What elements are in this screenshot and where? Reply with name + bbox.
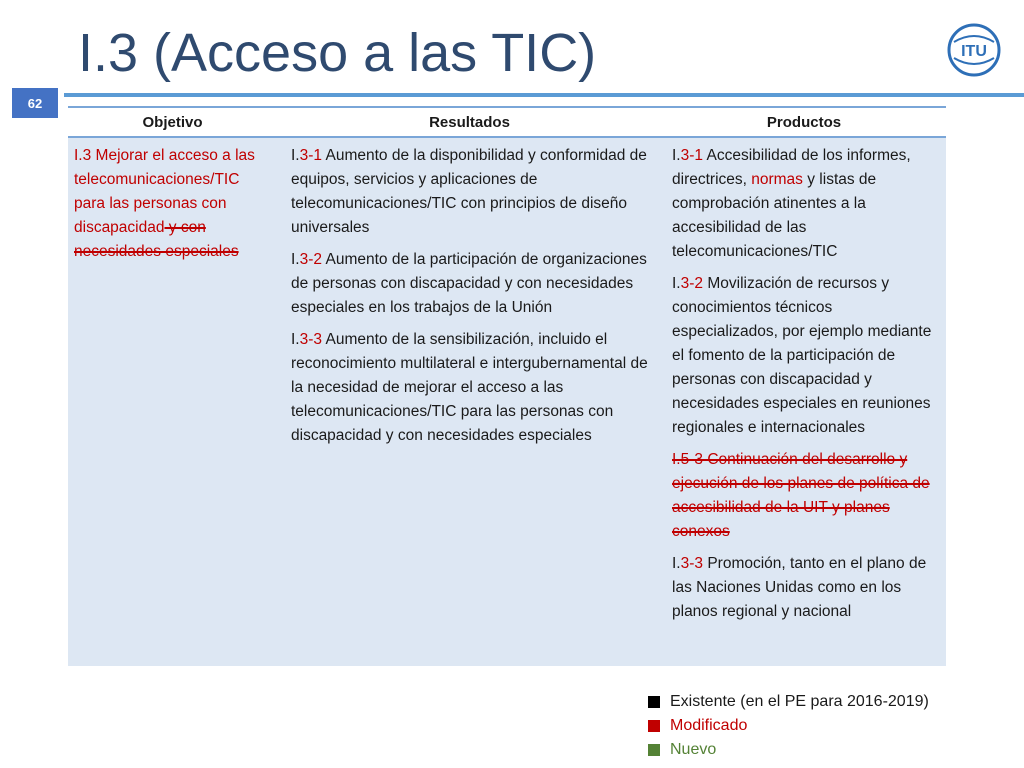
- header-rule: [64, 93, 1024, 97]
- legend-label: Nuevo: [670, 741, 717, 758]
- header-productos: Productos: [766, 113, 842, 131]
- legend-label: Modificado: [670, 717, 748, 734]
- table-row: [68, 138, 946, 666]
- legend-item-nuevo: [648, 738, 929, 762]
- resultado-item: I.3-1 Aumento de la disponibilidad y conformidad de equipos, servicios y aplicaciones de telecomunicaciones/TIC con principios de diseño universales: [291, 147, 647, 236]
- legend-square-icon: [648, 744, 660, 756]
- producto-item: I.3-3 Promoción, tanto en el plano de las Naciones Unidas como en los planos regional y nacional: [672, 555, 927, 620]
- header-objetivo: Objetivo: [142, 113, 203, 131]
- resultado-item: I.3-3 Aumento de la sensibilización, incluido el reconocimiento multilateral e intergubernamental de la necesidad de mejorar el acceso a las telecomunicaciones/TIC para las personas con discapacidad y con necesidades especiales: [291, 331, 648, 444]
- cell-resultados: [277, 138, 662, 666]
- legend: [648, 690, 929, 762]
- cell-productos: [662, 138, 946, 666]
- legend-item-modificado: [648, 714, 929, 738]
- legend-item-existente: [648, 690, 929, 714]
- objetivo-struck-text: y con necesidades especiales: [74, 219, 239, 260]
- cell-objetivo: [68, 138, 277, 666]
- logo-text: ITU: [961, 43, 987, 60]
- legend-label: Existente (en el PE para 2016-2019): [670, 693, 929, 710]
- itu-logo-icon: [946, 22, 1002, 78]
- page-number: 62: [12, 88, 58, 118]
- producto-item: I.3-1 Accesibilidad de los informes, directrices, normas y listas de comprobación atinentes a la accesibilidad de las telecomunicaciones/TIC: [672, 147, 911, 260]
- resultado-item: I.3-2 Aumento de la participación de organizaciones de personas con discapacidad y con necesidades especiales en los trabajos de la Unión: [291, 251, 647, 316]
- legend-square-icon: [648, 696, 660, 708]
- header-resultados: Resultados: [429, 113, 510, 131]
- legend-square-icon: [648, 720, 660, 732]
- objectives-table: [68, 106, 946, 668]
- objetivo-text: I.3 Mejorar el acceso a las telecomunicaciones/TIC para las personas con discapacidad: [74, 147, 255, 236]
- producto-item: I.3-2 Movilización de recursos y conocimientos técnicos especializados, por ejemplo mediante el fomento de la participación de personas con discapacidad y necesidades especiales en reuniones regionales e internacionales: [672, 275, 932, 436]
- producto-item-deleted: I.5-3 Continuación del desarrollo y ejecución de los planes de política de accesibilidad de la UIT y planes conexos: [672, 451, 930, 540]
- slide-title: I.3 (Acceso a las TIC): [78, 23, 597, 83]
- table-header: [68, 106, 946, 138]
